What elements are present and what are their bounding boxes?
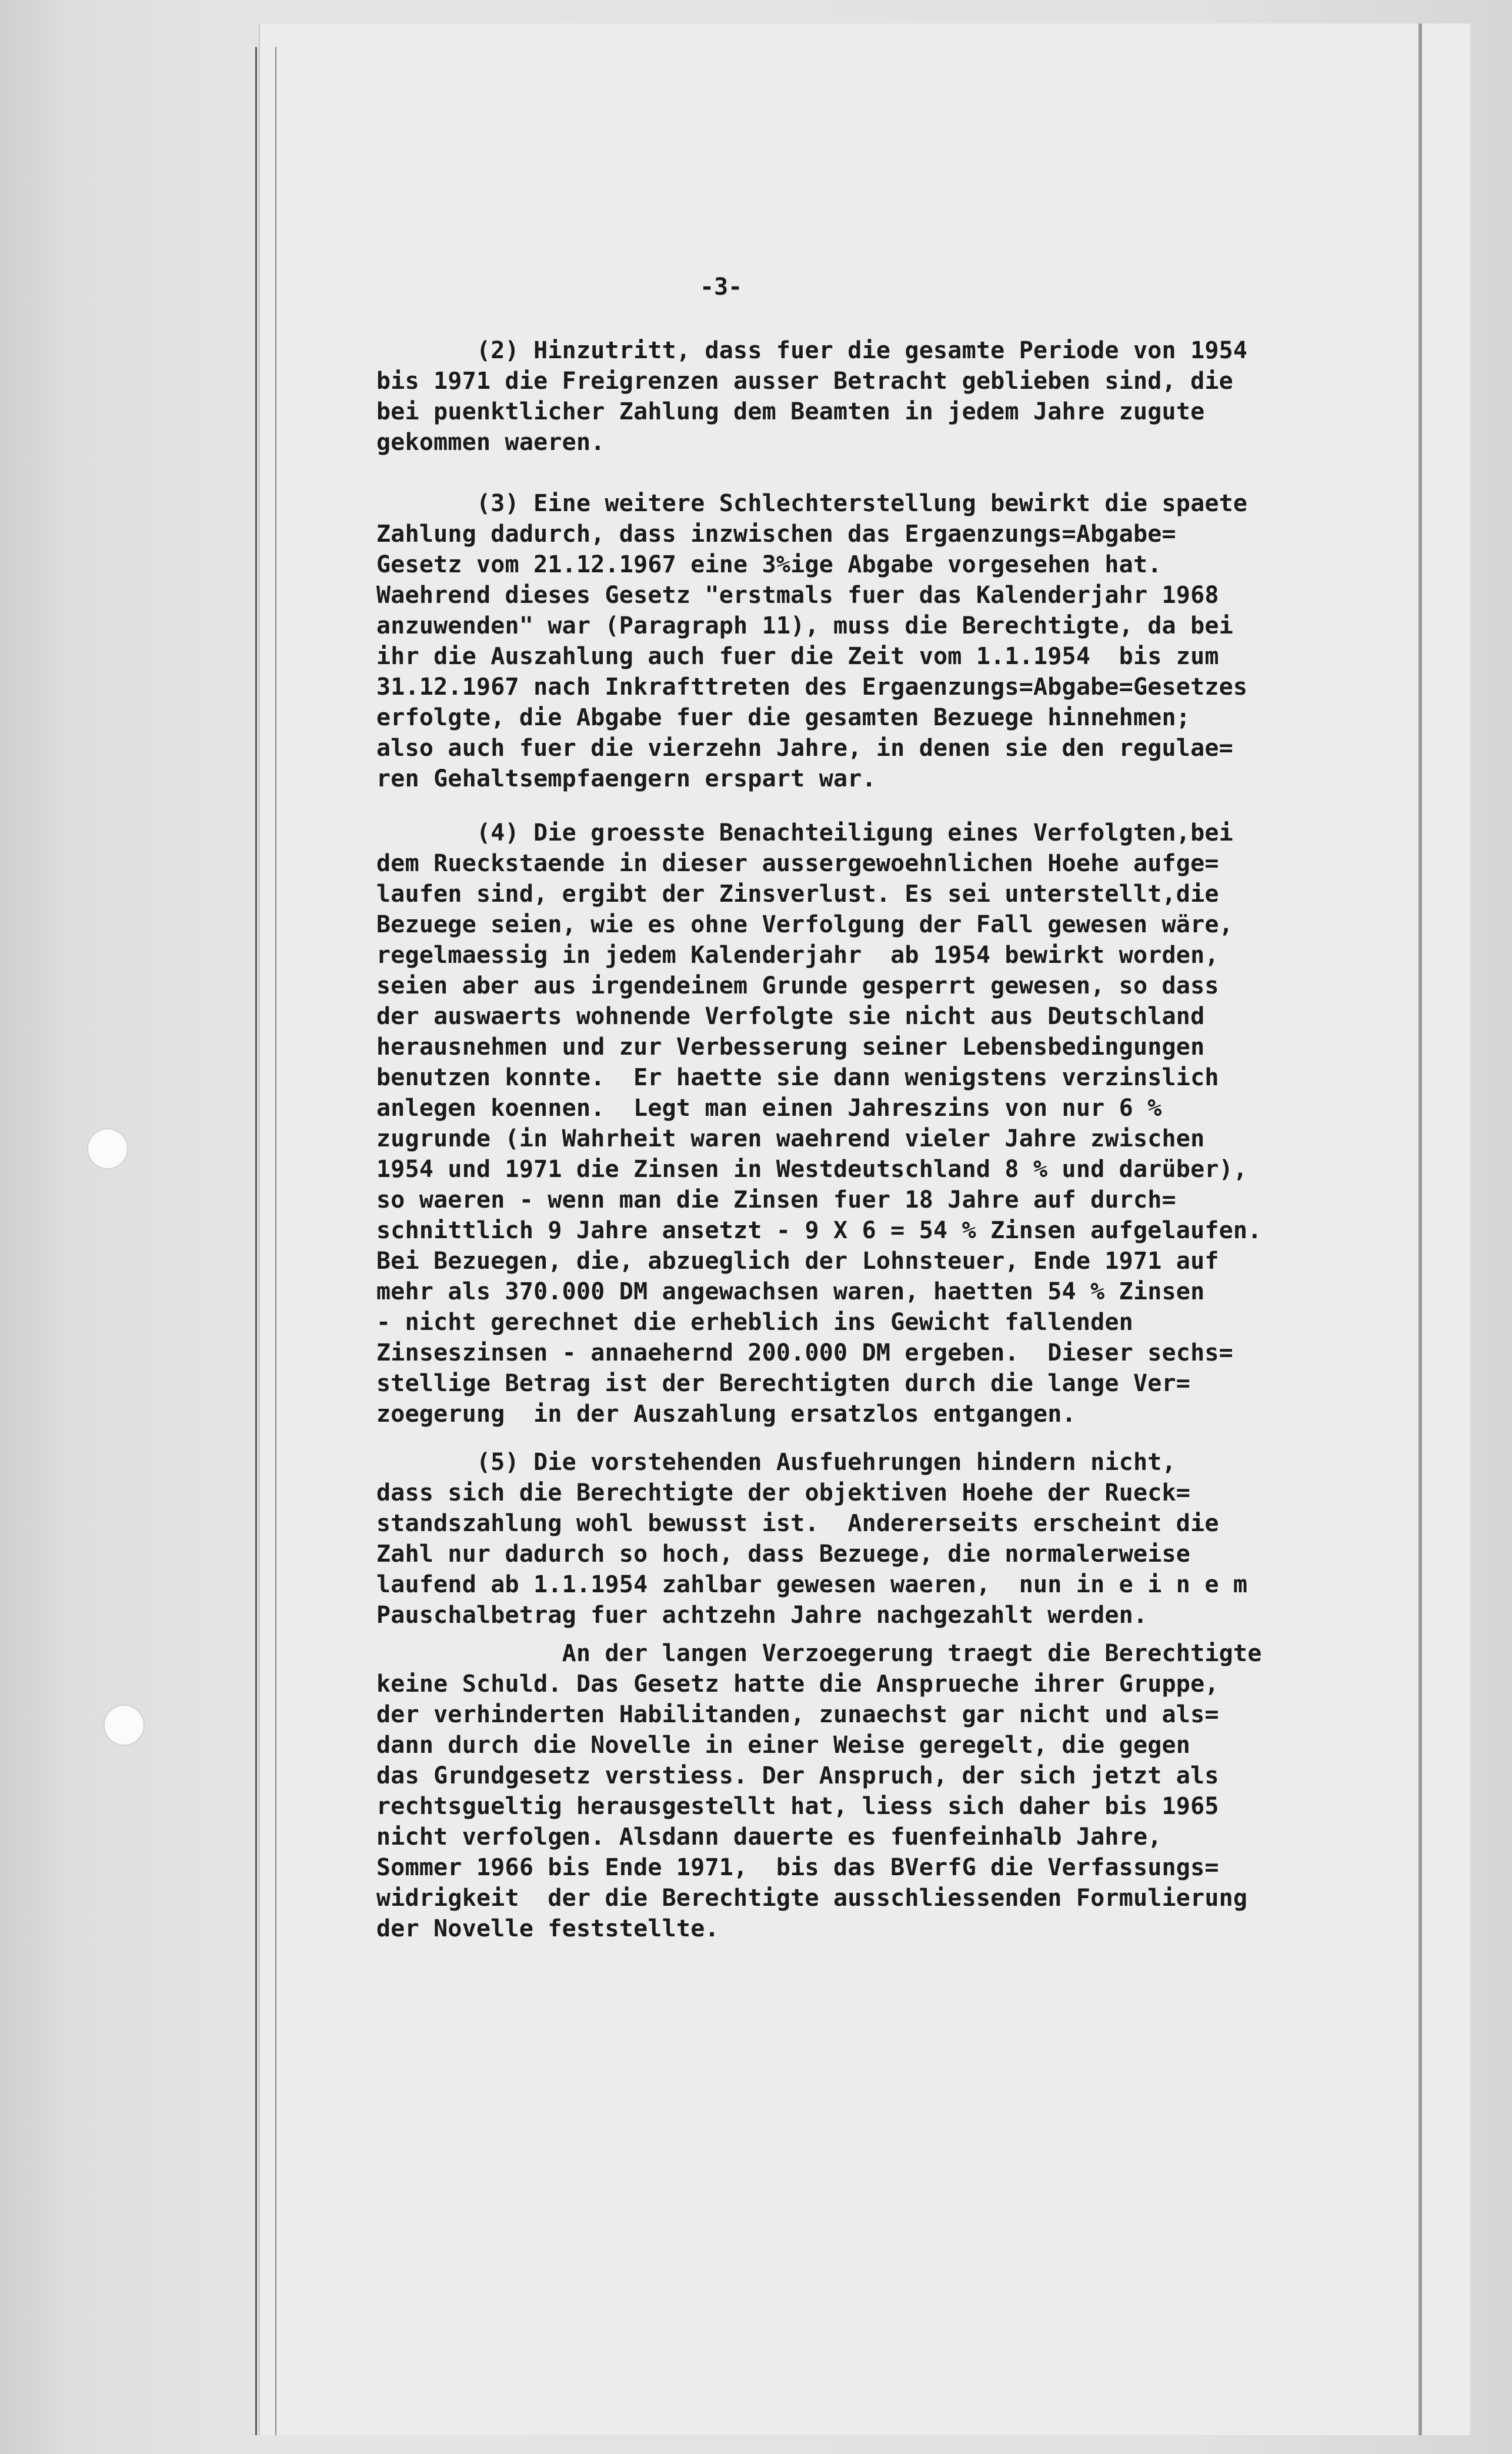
text-line: Pauschalbetrag fuer achtzehn Jahre nachgezahlt werden. xyxy=(376,1602,1148,1629)
text-line: bei puenktlicher Zahlung dem Beamten in jedem Jahre zugute xyxy=(376,398,1205,425)
text-line: Zahl nur dadurch so hoch, dass Bezuege, die normalerweise xyxy=(376,1541,1191,1568)
paragraph-6 xyxy=(376,1638,1411,1944)
text-line: rechtsgueltig herausgestellt hat, liess sich daher bis 1965 xyxy=(376,1793,1219,1820)
text-line: (2) Hinzutritt, dass fuer die gesamte Periode von 1954 xyxy=(376,337,1248,364)
paragraph-3 xyxy=(376,488,1411,794)
text-line: nicht verfolgen. Alsdann dauerte es fuenfeinhalb Jahre, xyxy=(376,1823,1162,1850)
text-line: Bei Bezuegen, die, abzueglich der Lohnsteuer, Ende 1971 auf xyxy=(376,1248,1219,1275)
text-line: der verhinderten Habilitanden, zunaechst gar nicht und als= xyxy=(376,1701,1219,1728)
text-line: Sommer 1966 bis Ende 1971, bis das BVerfG die Verfassungs= xyxy=(376,1854,1219,1881)
sheet-right-edge xyxy=(1418,24,1422,2435)
text-line: benutzen konnte. Er haette sie dann wenigstens verzinslich xyxy=(376,1064,1219,1091)
text-line: standszahlung wohl bewusst ist. Andererseits erscheint die xyxy=(376,1510,1219,1537)
text-line: mehr als 370.000 DM angewachsen waren, haetten 54 % Zinsen xyxy=(376,1278,1205,1305)
text-line: also auch fuer die vierzehn Jahre, in denen sie den regulae= xyxy=(376,735,1233,762)
text-line: anlegen koennen. Legt man einen Jahreszins von nur 6 % xyxy=(376,1095,1162,1122)
text-line: so waeren - wenn man die Zinsen fuer 18 Jahre auf durch= xyxy=(376,1186,1176,1213)
text-line: ren Gehaltsempfaengern erspart war. xyxy=(376,765,876,792)
text-line: das Grundgesetz verstiess. Der Anspruch, der sich jetzt als xyxy=(376,1762,1219,1789)
text-line: stellige Betrag ist der Berechtigten durch die lange Ver= xyxy=(376,1370,1191,1397)
text-line: widrigkeit der die Berechtigte ausschliessenden Formulierung xyxy=(376,1885,1248,1912)
text-line: der Novelle feststellte. xyxy=(376,1915,719,1942)
text-line: Gesetz vom 21.12.1967 eine 3%ige Abgabe vorgesehen hat. xyxy=(376,551,1162,578)
text-line: herausnehmen und zur Verbesserung seiner Lebensbedingungen xyxy=(376,1033,1205,1061)
left-margin-rule xyxy=(255,47,257,2435)
text-line: dann durch die Novelle in einer Weise geregelt, die gegen xyxy=(376,1732,1191,1759)
text-line: - nicht gerechnet die erheblich ins Gewicht fallenden xyxy=(376,1309,1133,1336)
text-line: Zinseszinsen - annaehernd 200.000 DM ergeben. Dieser sechs= xyxy=(376,1339,1233,1366)
text-line: erfolgte, die Abgabe fuer die gesamten Bezuege hinnehmen; xyxy=(376,704,1191,731)
text-line: gekommen waeren. xyxy=(376,429,605,456)
paragraph-2 xyxy=(376,335,1411,458)
paragraph-4 xyxy=(376,818,1411,1429)
text-line: dass sich die Berechtigte der objektiven Hoehe der Rueck= xyxy=(376,1479,1191,1506)
page-number: -3- xyxy=(700,274,743,301)
text-line: bis 1971 die Freigrenzen ausser Betracht geblieben sind, die xyxy=(376,368,1233,395)
paragraph-5 xyxy=(376,1447,1411,1631)
text-line: 1954 und 1971 die Zinsen in Westdeutschland 8 % und darüber), xyxy=(376,1156,1248,1183)
punch-hole-top xyxy=(88,1129,127,1168)
text-line: (3) Eine weitere Schlechterstellung bewirkt die spaete xyxy=(376,490,1248,517)
text-line: 31.12.1967 nach Inkrafttreten des Ergaenzungs=Abgabe=Gesetzes xyxy=(376,673,1248,701)
text-line: seien aber aus irgendeinem Grunde gesperrt gewesen, so dass xyxy=(376,972,1219,999)
text-line: zugrunde (in Wahrheit waren waehrend vieler Jahre zwischen xyxy=(376,1125,1205,1152)
text-line: zoegerung in der Auszahlung ersatzlos entgangen. xyxy=(376,1401,1076,1428)
text-line: anzuwenden" war (Paragraph 11), muss die Berechtigte, da bei xyxy=(376,612,1233,639)
left-margin-rule-inner xyxy=(275,47,276,2435)
text-line: regelmaessig in jedem Kalenderjahr ab 1954 bewirkt worden, xyxy=(376,942,1219,969)
punch-hole-bottom xyxy=(105,1706,143,1745)
text-line: dem Rueckstaende in dieser aussergewoehnlichen Hoehe aufge= xyxy=(376,850,1219,877)
text-line: schnittlich 9 Jahre ansetzt - 9 X 6 = 54 % Zinsen aufgelaufen. xyxy=(376,1217,1262,1244)
text-line: laufend ab 1.1.1954 zahlbar gewesen waeren, nun in e i n e m xyxy=(376,1571,1248,1598)
text-line: An der langen Verzoegerung traegt die Berechtigte xyxy=(376,1640,1262,1667)
text-line: (5) Die vorstehenden Ausfuehrungen hindern nicht, xyxy=(376,1449,1176,1476)
text-line: keine Schuld. Das Gesetz hatte die Ansprueche ihrer Gruppe, xyxy=(376,1671,1219,1698)
text-line: laufen sind, ergibt der Zinsverlust. Es sei unterstellt,die xyxy=(376,881,1219,908)
text-line: Bezuege seien, wie es ohne Verfolgung der Fall gewesen wäre, xyxy=(376,911,1233,938)
text-line: Waehrend dieses Gesetz "erstmals fuer das Kalenderjahr 1968 xyxy=(376,582,1219,609)
text-line: der auswaerts wohnende Verfolgte sie nicht aus Deutschland xyxy=(376,1003,1205,1030)
text-line: Zahlung dadurch, dass inzwischen das Ergaenzungs=Abgabe= xyxy=(376,521,1176,548)
text-line: ihr die Auszahlung auch fuer die Zeit vom 1.1.1954 bis zum xyxy=(376,643,1219,670)
text-line: (4) Die groesste Benachteiligung eines Verfolgten,bei xyxy=(376,819,1233,846)
